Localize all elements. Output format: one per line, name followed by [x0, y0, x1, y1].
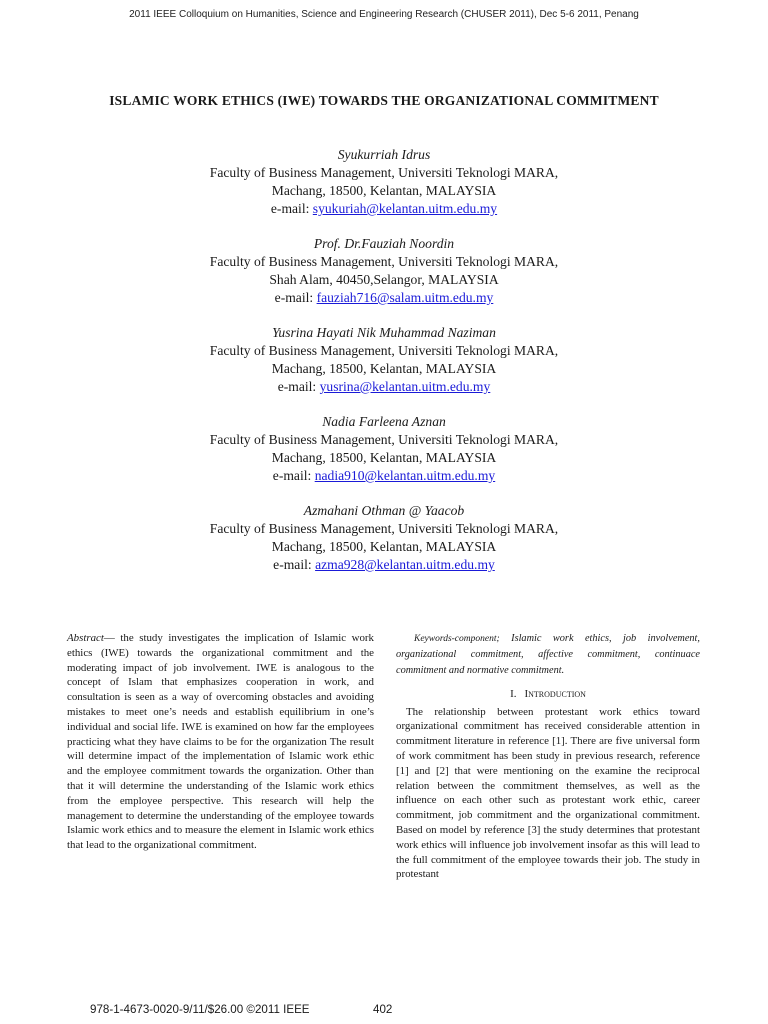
- email-prefix: e-mail:: [272, 468, 315, 483]
- author-address: Shah Alam, 40450,Selangor, MALAYSIA: [269, 272, 499, 287]
- abstract: [67, 631, 374, 853]
- author-affiliation: Faculty of Business Management, Universiti Teknologi MARA,: [209, 521, 559, 536]
- author-email: [0, 556, 768, 574]
- author-email: [0, 200, 768, 218]
- email-link[interactable]: azma928@kelantan.uitm.edu.my: [315, 557, 495, 572]
- author-name: Azmahani Othman @ Yaacob: [303, 503, 465, 518]
- author-block: [0, 235, 768, 307]
- author-affiliation: Faculty of Business Management, Universiti Teknologi MARA,: [209, 254, 559, 269]
- conference-header: 2011 IEEE Colloquium on Humanities, Science and Engineering Research (CHUSER 2011), Dec 5-6 2011, Penang: [129, 9, 639, 20]
- abstract-label: Abstract: [67, 632, 104, 644]
- footer-isbn: 978-1-4673-0020-9/11/$26.00 ©2011 IEEE: [90, 1003, 310, 1016]
- introduction-text: The relationship between protestant work ethics toward organizational commitment has received considerable attention in commitment literature in reference [1]. There are five universal form of work commitment has been study in previous research, reference [1] and [2] that were mentioning on the examine the reciprocal relation between the commitment themselves, as well as the influence on each other such as protestant work ethic, career commitment, job commitment and the organizational commitment. Based on model by reference [3] the study determines that protestant work ethics will influence job involvement insofar as this will lead to the full commitment of the employee towards their job. The study in protestant: [396, 705, 700, 881]
- section-title: Introduction: [524, 687, 586, 700]
- email-prefix: e-mail:: [270, 201, 313, 216]
- author-block: [0, 502, 768, 574]
- author-name: Nadia Farleena Aznan: [322, 414, 446, 429]
- paper-title: ISLAMIC WORK ETHICS (IWE) TOWARDS THE ORGANIZATIONAL COMMITMENT: [109, 93, 659, 108]
- author-name: Prof. Dr.Fauziah Noordin: [313, 236, 455, 251]
- keywords-label: Keywords-component;: [414, 634, 500, 644]
- author-address: Machang, 18500, Kelantan, MALAYSIA: [271, 183, 497, 198]
- right-column: [396, 631, 700, 882]
- page-number: 402: [373, 1003, 393, 1016]
- author-list: [0, 146, 768, 591]
- author-affiliation: Faculty of Business Management, Universiti Teknologi MARA,: [209, 343, 559, 358]
- keywords-text: Islamic work ethics, job involvement, organizational commitment, affective commitment, continuace commitment and normative commitment.: [396, 633, 700, 676]
- section-number: I.: [510, 687, 517, 700]
- author-affiliation: Faculty of Business Management, Universiti Teknologi MARA,: [209, 165, 559, 180]
- abstract-text: — the study investigates the implication of Islamic work ethics (IWE) towards the organizational commitment and the moderating impact of job involvement. IWE is analogous to the concept of Islam that emphasizes cooperation in work, and consultation is seen as a way of overcoming obstacles and avoiding mistakes to meet one’s needs and establish equilibrium in one’s individual and social life. IWE is examined on how far the employees practicing what they have claims to be for the organization The result will determine impact of the implementation of Islamic work ethic and the employee commitment towards the organization. Other than that it will determine the understanding of the Islamic work ethics from the employee perspective. This research will help the management to determine the understanding of the employee towards Islamic work ethics and to measure the element in Islamic work ethics that lead to the organizational commitment.: [67, 632, 374, 852]
- author-block: [0, 413, 768, 485]
- email-prefix: e-mail:: [277, 379, 320, 394]
- author-email: [0, 289, 768, 307]
- email-link[interactable]: fauziah716@salam.uitm.edu.my: [316, 290, 494, 305]
- author-email: [0, 378, 768, 396]
- section-heading-introduction: [396, 687, 700, 702]
- author-affiliation: Faculty of Business Management, Universiti Teknologi MARA,: [209, 432, 559, 447]
- author-name: Yusrina Hayati Nik Muhammad Naziman: [272, 325, 496, 340]
- keywords: [396, 631, 700, 678]
- author-address: Machang, 18500, Kelantan, MALAYSIA: [271, 361, 497, 376]
- email-link[interactable]: syukuriah@kelantan.uitm.edu.my: [312, 201, 498, 216]
- email-link[interactable]: yusrina@kelantan.uitm.edu.my: [319, 379, 491, 394]
- author-name: Syukurriah Idrus: [337, 147, 431, 162]
- author-block: [0, 146, 768, 218]
- author-address: Machang, 18500, Kelantan, MALAYSIA: [271, 450, 497, 465]
- author-address: Machang, 18500, Kelantan, MALAYSIA: [271, 539, 497, 554]
- author-email: [0, 467, 768, 485]
- email-prefix: e-mail:: [273, 557, 316, 572]
- author-block: [0, 324, 768, 396]
- email-link[interactable]: nadia910@kelantan.uitm.edu.my: [314, 468, 496, 483]
- email-prefix: e-mail:: [274, 290, 317, 305]
